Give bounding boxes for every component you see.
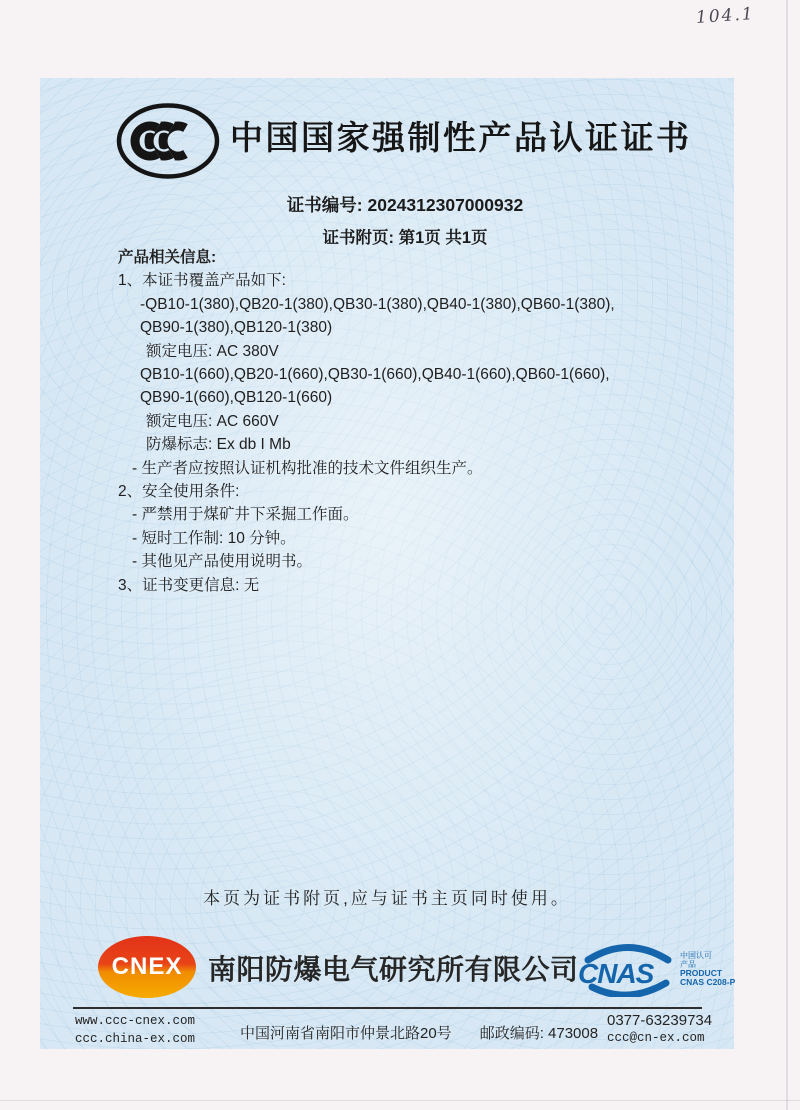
cnex-logo-text: CNEX — [111, 953, 183, 980]
product-line: 防爆标志: Ex db I Mb — [146, 436, 291, 454]
cnas-side-line: CNAS C208-P — [680, 977, 736, 987]
scan-bottom-line — [0, 1100, 800, 1101]
footer-address-line — [240, 1022, 598, 1043]
attachment-usage-note: 本页为证书附页,应与证书主页同时使用。 — [203, 889, 571, 908]
section-heading-safety: 2、安全使用条件: — [118, 483, 240, 501]
attachment-page-label: 证书附页: — [322, 229, 394, 247]
product-line: - 短时工作制: 10 分钟。 — [132, 529, 296, 547]
attachment-page-value: 第1页 共1页 — [398, 229, 488, 247]
footer-website-2: ccc.china-ex.com — [75, 1031, 196, 1046]
cnas-accreditation-mark — [578, 938, 736, 1000]
certificate-attachment-page — [40, 78, 734, 1049]
footer-address: 中国河南省南阳市仲景北路20号 — [240, 1025, 452, 1042]
certificate-number-label: 证书编号: — [286, 195, 363, 215]
cnas-logo-icon — [578, 941, 678, 997]
product-line: -QB10-1(380),QB20-1(380),QB30-1(380),QB40-1(380),QB60-1(380), — [140, 295, 615, 313]
footer-phone: 0377-63239734 — [607, 1012, 713, 1029]
section-heading-changes: 3、证书变更信息: 无 — [118, 576, 260, 594]
product-line: QB90-1(380),QB120-1(380) — [140, 319, 333, 337]
product-line: - 其他见产品使用说明书。 — [132, 553, 312, 571]
footer-postal-code: 邮政编码: 473008 — [479, 1025, 599, 1042]
product-line: 额定电压: AC 660V — [146, 412, 279, 430]
cnas-side-text — [680, 951, 735, 987]
product-info-section — [118, 246, 698, 597]
attachment-page-line — [58, 224, 752, 248]
certificate-number-value: 2024312307000932 — [367, 195, 524, 215]
product-line: 1、本证书覆盖产品如下: — [118, 272, 286, 290]
certificate-title: 中国国家强制性产品认证证书 — [230, 119, 692, 156]
certificate-number-line — [58, 192, 752, 217]
issuer-company-name: 南阳防爆电气研究所有限公司 — [208, 954, 579, 985]
ccc-certification-mark-icon — [116, 102, 220, 180]
product-line: QB90-1(660),QB120-1(660) — [140, 389, 333, 407]
product-line: 额定电压: AC 380V — [146, 342, 279, 360]
section-heading-product-info: 产品相关信息: — [118, 249, 217, 266]
handwritten-page-number: 104.1 — [695, 3, 756, 29]
cnas-side-line: 中国认可 — [680, 951, 712, 960]
product-line: QB10-1(660),QB20-1(660),QB30-1(660),QB40-1(660),QB60-1(660), — [140, 366, 610, 384]
footer-divider — [73, 1007, 702, 1009]
cnas-side-line: 产品 — [680, 960, 696, 969]
product-line: - 严禁用于煤矿井下采掘工作面。 — [132, 506, 359, 524]
footer-email: ccc@cn-ex.com — [607, 1031, 705, 1045]
footer-websites — [75, 1013, 195, 1048]
cnas-side-line: PRODUCT — [680, 968, 723, 978]
footer-website-1: www.ccc-cnex.com — [75, 1014, 196, 1028]
svg-text:CNAS: CNAS — [578, 958, 654, 989]
footer-contact — [607, 1012, 712, 1047]
scan-edge-line — [786, 0, 788, 1110]
cnex-logo-icon — [98, 936, 196, 998]
product-line: - 生产者应按照认证机构批准的技术文件组织生产。 — [132, 459, 483, 477]
